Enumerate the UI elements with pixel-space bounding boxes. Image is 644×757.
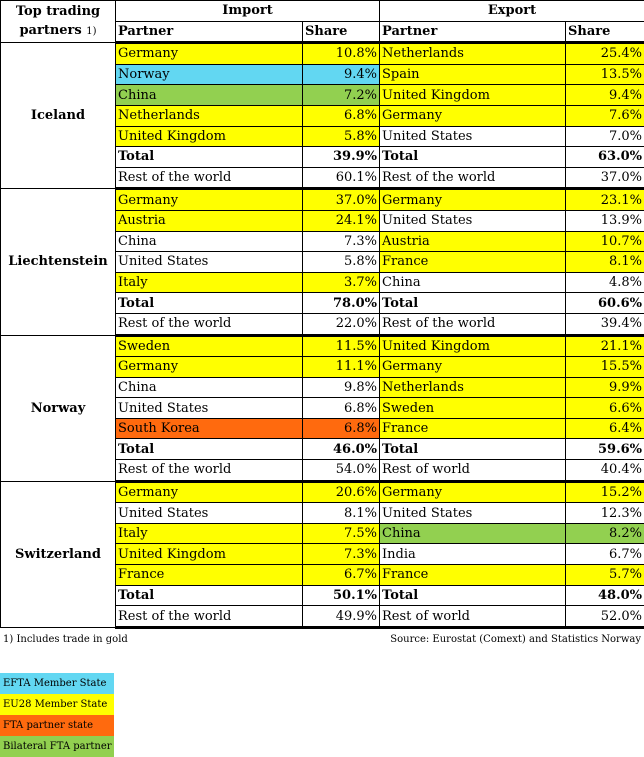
export-partner-name: Germany bbox=[380, 189, 566, 211]
import-partner-name: Sweden bbox=[116, 335, 303, 357]
export-partner-header: Partner bbox=[380, 21, 566, 43]
export-partner-share: 25.4% bbox=[566, 43, 644, 65]
export-partner-share: 6.6% bbox=[566, 398, 644, 419]
export-partner-name: China bbox=[380, 272, 566, 293]
import-partner-share: 5.8% bbox=[303, 252, 380, 273]
import-partner-name: South Korea bbox=[116, 418, 303, 439]
legend-item: EU28 Member State bbox=[0, 694, 114, 715]
export-partner-name: India bbox=[380, 544, 566, 565]
export-total-share: 59.6% bbox=[566, 439, 644, 460]
import-header: Import bbox=[116, 1, 380, 22]
export-partner-name: Germany bbox=[380, 105, 566, 126]
export-partner-share: 21.1% bbox=[566, 335, 644, 357]
import-partner-share: 20.6% bbox=[303, 481, 380, 503]
export-rest-share: 40.4% bbox=[566, 460, 644, 482]
import-total-share: 78.0% bbox=[303, 293, 380, 314]
import-partner-name: Germany bbox=[116, 481, 303, 503]
export-partner-share: 13.9% bbox=[566, 210, 644, 231]
import-total-share: 46.0% bbox=[303, 439, 380, 460]
import-partner-share: 3.7% bbox=[303, 272, 380, 293]
export-partner-name: Germany bbox=[380, 481, 566, 503]
export-partner-name: Germany bbox=[380, 357, 566, 378]
import-partner-name: Germany bbox=[116, 357, 303, 378]
import-partner-share: 5.8% bbox=[303, 126, 380, 147]
import-rest-share: 22.0% bbox=[303, 313, 380, 335]
import-rest-name: Rest of the world bbox=[116, 606, 303, 628]
export-partner-name: Austria bbox=[380, 231, 566, 252]
export-partner-share: 5.7% bbox=[566, 565, 644, 586]
import-partner-name: France bbox=[116, 565, 303, 586]
import-partner-name: China bbox=[116, 377, 303, 398]
import-partner-name: Italy bbox=[116, 523, 303, 544]
export-partner-name: United States bbox=[380, 503, 566, 524]
export-partner-name: China bbox=[380, 523, 566, 544]
import-partner-share: 6.8% bbox=[303, 418, 380, 439]
import-partner-share: 7.3% bbox=[303, 544, 380, 565]
export-total-name: Total bbox=[380, 293, 566, 314]
corner-footnote-ref: 1) bbox=[86, 26, 96, 37]
export-share-header: Share bbox=[566, 21, 644, 43]
import-partner-name: Netherlands bbox=[116, 105, 303, 126]
import-rest-name: Rest of the world bbox=[116, 313, 303, 335]
import-partner-name: Norway bbox=[116, 64, 303, 85]
legend-item: Bilateral FTA partner bbox=[0, 736, 114, 757]
export-rest-share: 37.0% bbox=[566, 167, 644, 189]
import-partner-share: 24.1% bbox=[303, 210, 380, 231]
import-total-name: Total bbox=[116, 439, 303, 460]
import-partner-share: 11.1% bbox=[303, 357, 380, 378]
import-partner-name: United States bbox=[116, 252, 303, 273]
header-row bbox=[1, 1, 644, 22]
export-rest-name: Rest of the world bbox=[380, 167, 566, 189]
import-share-header: Share bbox=[303, 21, 380, 43]
export-partner-name: United States bbox=[380, 210, 566, 231]
import-total-share: 50.1% bbox=[303, 585, 380, 606]
export-partner-share: 6.7% bbox=[566, 544, 644, 565]
export-total-share: 60.6% bbox=[566, 293, 644, 314]
table-row bbox=[1, 189, 644, 211]
import-partner-name: United States bbox=[116, 398, 303, 419]
export-partner-name: United Kingdom bbox=[380, 85, 566, 106]
export-partner-share: 12.3% bbox=[566, 503, 644, 524]
import-partner-name: United Kingdom bbox=[116, 126, 303, 147]
export-partner-share: 10.7% bbox=[566, 231, 644, 252]
import-partner-share: 9.8% bbox=[303, 377, 380, 398]
source-note: Source: Eurostat (Comext) and Statistics Norway bbox=[390, 634, 641, 645]
export-partner-name: Netherlands bbox=[380, 43, 566, 65]
table-row bbox=[1, 335, 644, 357]
export-partner-name: Spain bbox=[380, 64, 566, 85]
import-rest-share: 49.9% bbox=[303, 606, 380, 628]
corner-line1: Top trading bbox=[16, 4, 100, 19]
import-partner-share: 7.2% bbox=[303, 85, 380, 106]
table-row bbox=[1, 43, 644, 65]
import-rest-share: 54.0% bbox=[303, 460, 380, 482]
export-partner-share: 13.5% bbox=[566, 64, 644, 85]
export-partner-share: 7.6% bbox=[566, 105, 644, 126]
table-row bbox=[1, 481, 644, 503]
import-partner-name: Germany bbox=[116, 43, 303, 65]
export-partner-name: Netherlands bbox=[380, 377, 566, 398]
table-body bbox=[1, 1, 644, 628]
export-total-name: Total bbox=[380, 439, 566, 460]
export-partner-share: 9.9% bbox=[566, 377, 644, 398]
legend-item: EFTA Member State bbox=[0, 673, 114, 694]
import-partner-name: China bbox=[116, 85, 303, 106]
footnote: 1) Includes trade in gold bbox=[3, 634, 128, 645]
export-partner-share: 8.1% bbox=[566, 252, 644, 273]
export-rest-name: Rest of world bbox=[380, 460, 566, 482]
export-rest-share: 39.4% bbox=[566, 313, 644, 335]
import-total-share: 39.9% bbox=[303, 147, 380, 168]
export-partner-name: United Kingdom bbox=[380, 335, 566, 357]
export-header: Export bbox=[380, 1, 644, 22]
import-partner-share: 6.8% bbox=[303, 398, 380, 419]
export-partner-share: 15.2% bbox=[566, 481, 644, 503]
export-partner-share: 9.4% bbox=[566, 85, 644, 106]
export-total-name: Total bbox=[380, 147, 566, 168]
export-partner-share: 8.2% bbox=[566, 523, 644, 544]
country-cell: Liechtenstein bbox=[1, 189, 116, 335]
export-total-name: Total bbox=[380, 585, 566, 606]
import-total-name: Total bbox=[116, 147, 303, 168]
export-partner-share: 7.0% bbox=[566, 126, 644, 147]
export-rest-name: Rest of world bbox=[380, 606, 566, 628]
import-partner-share: 7.3% bbox=[303, 231, 380, 252]
export-rest-name: Rest of the world bbox=[380, 313, 566, 335]
country-cell: Iceland bbox=[1, 43, 116, 189]
import-partner-share: 11.5% bbox=[303, 335, 380, 357]
import-partner-name: China bbox=[116, 231, 303, 252]
export-rest-share: 52.0% bbox=[566, 606, 644, 628]
export-partner-name: France bbox=[380, 565, 566, 586]
import-partner-name: Austria bbox=[116, 210, 303, 231]
export-total-share: 63.0% bbox=[566, 147, 644, 168]
import-partner-header: Partner bbox=[116, 21, 303, 43]
export-partner-name: Sweden bbox=[380, 398, 566, 419]
export-partner-share: 15.5% bbox=[566, 357, 644, 378]
import-partner-name: United Kingdom bbox=[116, 544, 303, 565]
export-total-share: 48.0% bbox=[566, 585, 644, 606]
country-cell: Norway bbox=[1, 335, 116, 481]
country-cell: Switzerland bbox=[1, 481, 116, 627]
import-rest-name: Rest of the world bbox=[116, 460, 303, 482]
import-partner-share: 9.4% bbox=[303, 64, 380, 85]
import-rest-name: Rest of the world bbox=[116, 167, 303, 189]
corner-line2: partners bbox=[19, 23, 81, 38]
legend-item: FTA partner state bbox=[0, 715, 114, 736]
import-partner-name: Germany bbox=[116, 189, 303, 211]
import-partner-share: 8.1% bbox=[303, 503, 380, 524]
import-partner-share: 7.5% bbox=[303, 523, 380, 544]
export-partner-share: 4.8% bbox=[566, 272, 644, 293]
export-partner-name: France bbox=[380, 418, 566, 439]
import-partner-name: United States bbox=[116, 503, 303, 524]
import-rest-share: 60.1% bbox=[303, 167, 380, 189]
import-partner-share: 10.8% bbox=[303, 43, 380, 65]
export-partner-name: France bbox=[380, 252, 566, 273]
import-partner-share: 6.8% bbox=[303, 105, 380, 126]
import-total-name: Total bbox=[116, 293, 303, 314]
import-partner-share: 6.7% bbox=[303, 565, 380, 586]
corner-header bbox=[1, 1, 116, 43]
import-total-name: Total bbox=[116, 585, 303, 606]
import-partner-name: Italy bbox=[116, 272, 303, 293]
import-partner-share: 37.0% bbox=[303, 189, 380, 211]
export-partner-share: 6.4% bbox=[566, 418, 644, 439]
export-partner-name: United States bbox=[380, 126, 566, 147]
export-partner-share: 23.1% bbox=[566, 189, 644, 211]
